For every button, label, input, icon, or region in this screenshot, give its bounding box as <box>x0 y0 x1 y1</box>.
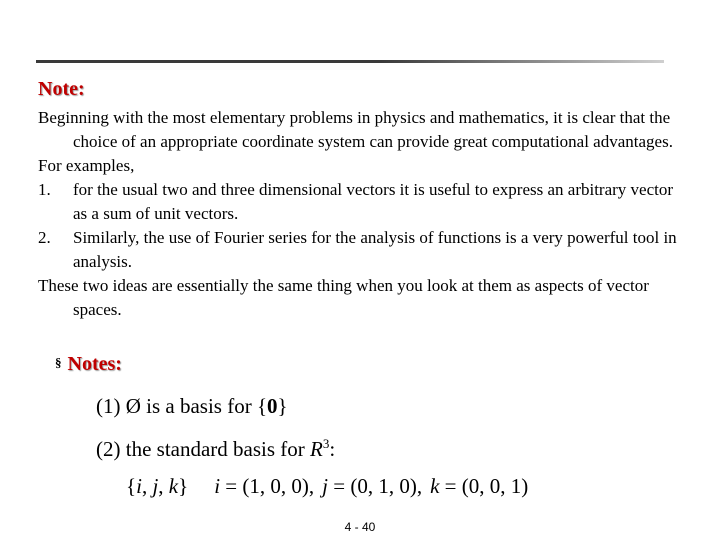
list-item <box>38 178 688 226</box>
comma: , <box>158 474 169 498</box>
note-heading: Note: <box>38 78 85 100</box>
list-item-text: for the usual two and three dimensional vectors it is useful to express an arbitrary vector as a sum of unit vectors. <box>73 180 674 223</box>
bullet-icon: § <box>55 355 62 370</box>
i-definition-symbol: i <box>214 474 221 498</box>
body-text <box>38 106 688 322</box>
page-number: 4 - 40 <box>344 520 376 534</box>
zero-vector: 0 <box>267 394 278 418</box>
vector-j: j <box>152 474 159 498</box>
list-number: 2. <box>38 228 51 247</box>
j-definition-symbol: j <box>322 474 328 498</box>
k-definition-value: = (0, 0, 1) <box>439 474 529 498</box>
vector-k: k <box>168 474 179 498</box>
note-line-1-text: (1) Ø is a basis for { <box>96 394 268 418</box>
note-line-1 <box>96 394 288 419</box>
k-definition-symbol: k <box>430 474 440 498</box>
set-open: { <box>126 474 137 498</box>
note-line-2-text: (2) the standard basis for <box>96 437 311 461</box>
list-item <box>38 226 688 274</box>
note-line-3 <box>126 474 528 499</box>
space-dimension: 3 <box>322 436 330 451</box>
note-line-2-colon: : <box>329 437 336 461</box>
list-number: 1. <box>38 180 51 199</box>
comma: , <box>141 474 153 498</box>
space-symbol: R <box>310 437 323 461</box>
vector-i: i <box>136 474 142 498</box>
i-definition-value: = (1, 0, 0), <box>220 474 315 498</box>
examples-lead: For examples, <box>38 156 135 175</box>
conclusion-paragraph: These two ideas are essentially the same thing when you look at them as aspects of vector spaces. <box>38 276 649 319</box>
intro-paragraph: Beginning with the most elementary problems in physics and mathematics, it is clear that the choice of an appropriate coordinate system can provide great computational advantages. <box>38 108 673 151</box>
note-line-1-close: } <box>277 394 288 418</box>
j-definition-value: = (0, 1, 0), <box>327 474 423 498</box>
list-item-text: Similarly, the use of Fourier series for the analysis of functions is a very powerful tool in analysis. <box>73 228 677 271</box>
set-close: } <box>178 474 189 498</box>
notes-label: Notes: <box>67 353 122 375</box>
note-line-2 <box>96 436 335 462</box>
top-divider <box>36 60 664 63</box>
notes-heading <box>55 353 122 376</box>
